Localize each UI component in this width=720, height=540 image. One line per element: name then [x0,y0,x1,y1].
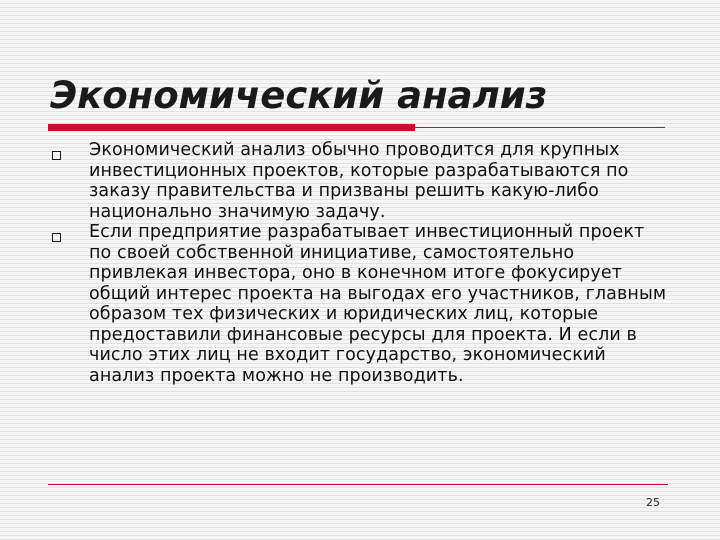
bullet-list [50,140,670,386]
title-underline-accent [48,124,415,131]
bullet-text: Экономический анализ обычно проводится для крупных инвестиционных проектов, которые разрабатываются по заказу правительства и призваны решить какую-либо национально значимую задачу. [89,140,629,222]
hollow-square-bullet-icon [52,233,61,242]
slide-title: Экономический анализ [50,74,548,117]
bullet-text: Если предприятие разрабатывает инвестиционный проект по своей собственной инициативе, самостоятельно привлекая инвестора, оно в конечном итоге фокусирует общий интерес проекта на выгодах его участников, главным образом тех физических и юридических лиц, которые предоставили финансовые ресурсы для проекта. И если в число этих лиц не входит государство, экономический анализ проекта можно не производить. [89,222,667,386]
bullet-item [50,140,670,222]
footer-divider [48,484,668,485]
bullet-item [50,222,670,386]
title-underline-thin [415,127,665,128]
page-number: 25 [646,496,660,509]
hollow-square-bullet-icon [52,151,61,160]
